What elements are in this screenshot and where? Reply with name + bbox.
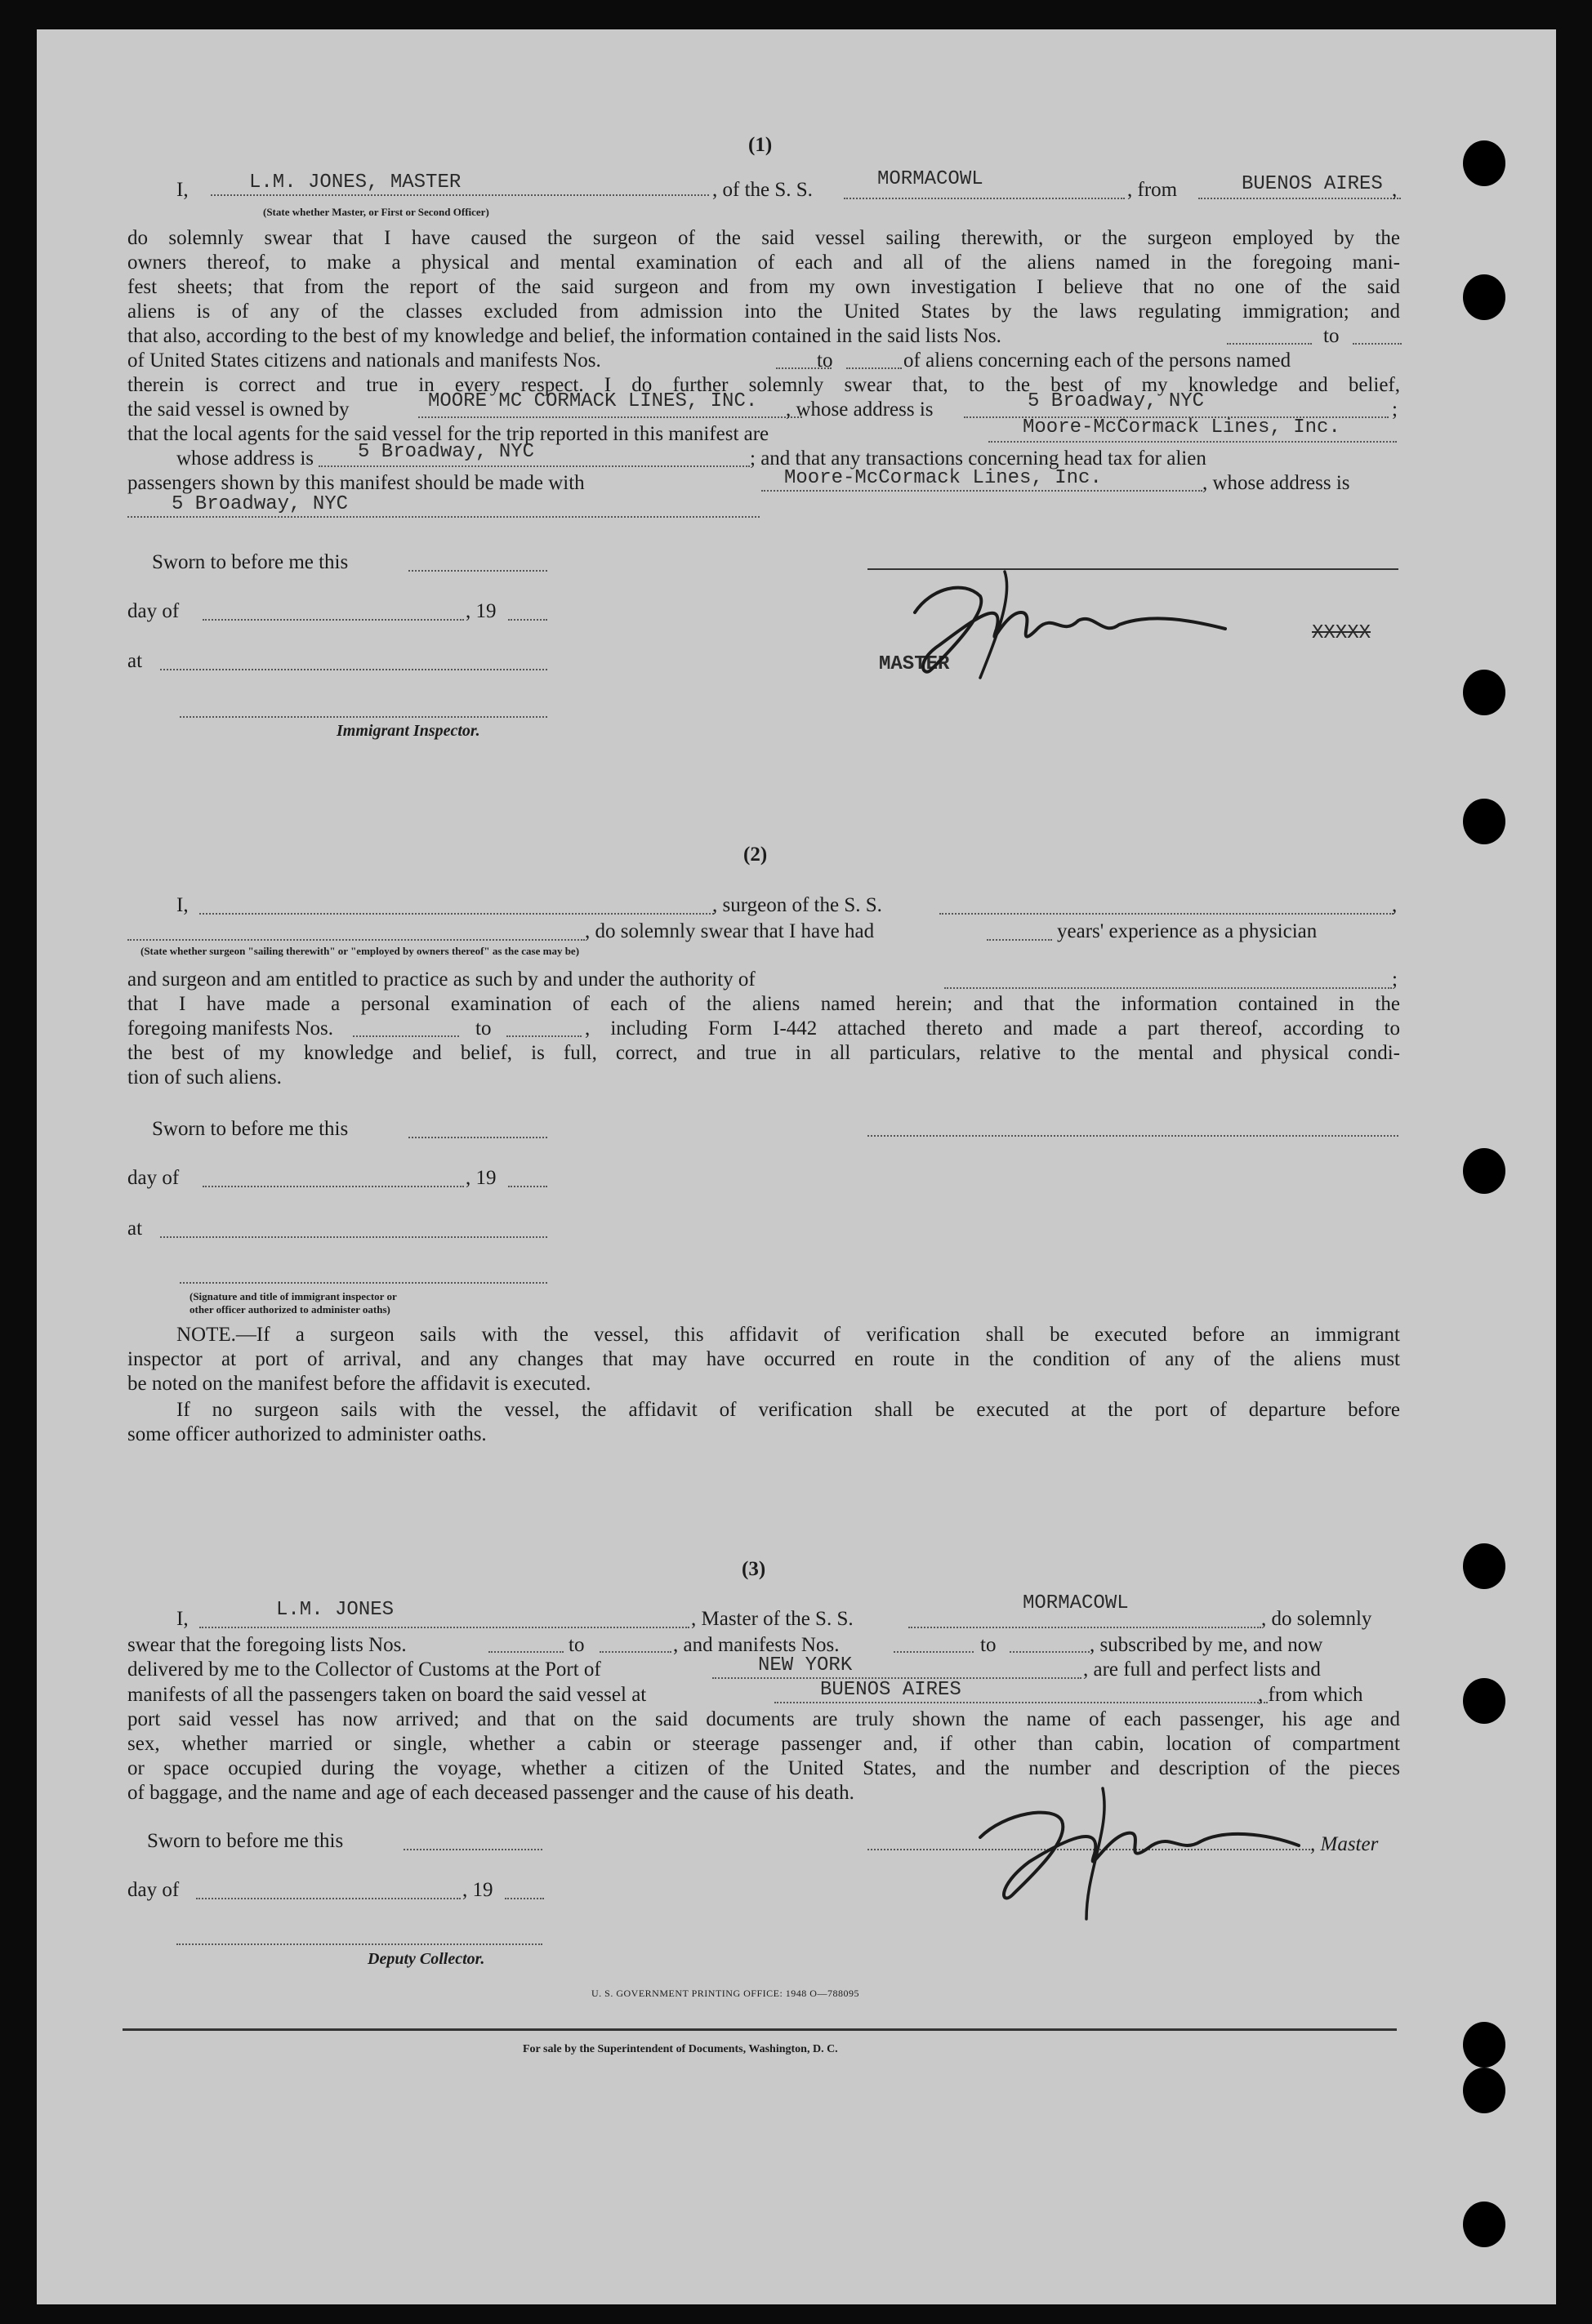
note-line-2: inspector at port of arrival, and any changes that may have occurred en route in the condition of any of the aliens must: [127, 1348, 1400, 1370]
manifests-all-label: manifests of all the passengers taken on board the said vessel at: [127, 1684, 647, 1706]
section-1-line-4: aliens is of any of the classes excluded from admission into the United States by the laws regulating immigration; and: [127, 301, 1400, 323]
sworn-field-1: [408, 570, 547, 572]
punch-hole: [1463, 274, 1505, 320]
collector-signature-line: [176, 1943, 542, 1945]
punch-hole: [1463, 670, 1505, 715]
day-of-label-3: day of: [127, 1879, 180, 1901]
manifests-from-field-3: [894, 1651, 974, 1653]
examined-text: that I have made a personal examination of each of the aliens named herein; and that the information contained in the: [127, 993, 1400, 1015]
master-suffix-label: , Master: [1310, 1833, 1379, 1855]
surgeon-status-note: (State whether surgeon "sailing therewith" or "employed by owners thereof" as the case may be): [140, 945, 580, 957]
surgeon-signature-line: [867, 1135, 1398, 1137]
such-aliens-text: tion of such aliens.: [127, 1066, 282, 1089]
section-3-number: (3): [742, 1558, 766, 1580]
day-field-2: [203, 1186, 464, 1187]
punch-hole: [1463, 2202, 1505, 2247]
agents-typed: Moore-McCormack Lines, Inc.: [1023, 416, 1340, 439]
sworn-label-2: Sworn to before me this: [152, 1118, 349, 1140]
punch-hole: [1463, 1148, 1505, 1194]
and-manifests-label: , and manifests Nos.: [673, 1634, 840, 1656]
day-field-1: [203, 619, 464, 621]
no-surgeon-text: If no surgeon sails with the vessel, the affidavit of verification shall be executed at the port of departure before: [176, 1399, 1400, 1421]
port-typed-3: NEW YORK: [758, 1654, 853, 1676]
vessel-typed-3: MORMACOWL: [1023, 1592, 1129, 1614]
from-port-typed: BUENOS AIRES: [1242, 173, 1383, 195]
best-knowledge-text: the best of my knowledge and belief, is full, correct, and true in all particulars, relative to the mental and physical condi-: [127, 1042, 1400, 1064]
section-1-line-1: do solemnly swear that I have caused the surgeon of the said vessel sailing therewith, or the surgeon employed by the: [127, 227, 1400, 249]
inspector-signature-line: [180, 716, 547, 718]
full-perfect-label: , are full and perfect lists and: [1083, 1658, 1321, 1681]
footer-rule: [123, 2028, 1397, 2031]
year-field-3: [505, 1898, 544, 1899]
deputy-collector-label: Deputy Collector.: [368, 1950, 485, 1968]
to-label-3b: to: [980, 1634, 997, 1656]
aliens-concerning: of aliens concerning each of the persons named: [903, 349, 1291, 372]
section-2-intro: I,: [176, 894, 189, 916]
year-label-3: , 19: [462, 1879, 493, 1901]
master-label: MASTER: [879, 653, 950, 675]
officer-signature-line: [180, 1282, 547, 1284]
section-1-line-7: therein is correct and true in every respect. I do further solemnly swear that, to the best of my knowledge and belief,: [127, 374, 1400, 396]
year-field-1: [508, 619, 547, 621]
tax-agent-typed: Moore-McCormack Lines, Inc.: [784, 467, 1102, 489]
years-experience-label: years' experience as a physician: [1057, 920, 1318, 942]
from-port-field: [1198, 198, 1401, 199]
section-2-number: (2): [743, 844, 768, 866]
tax-address-typed: 5 Broadway, NYC: [172, 493, 349, 515]
section-3-line-1: port said vessel has now arrived; and that on the said documents are truly shown the name of each passenger, his age and: [127, 1708, 1400, 1730]
authority-field: [944, 987, 1392, 989]
officer-oaths-text: some officer authorized to administer oaths.: [127, 1423, 487, 1445]
year-field-2: [508, 1186, 547, 1187]
swear-had-label: , do solemnly swear that I have had: [585, 920, 875, 942]
to-label: to: [1323, 325, 1340, 347]
from-which-label: , from which: [1258, 1684, 1363, 1706]
master-name-field: [199, 1627, 689, 1628]
passengers-shown-text: passengers shown by this manifest should be made with: [127, 472, 585, 494]
years-field: [987, 939, 1052, 941]
manifests-to-field: [846, 367, 902, 369]
foregoing-label: foregoing manifests Nos.: [127, 1017, 334, 1040]
surgeon-name-field: [199, 913, 714, 915]
punch-hole: [1463, 1678, 1505, 1724]
lists-to-field: [1353, 343, 1402, 345]
subscribed-label: , subscribed by me, and now: [1090, 1634, 1323, 1656]
section-3-intro: I,: [176, 1608, 189, 1630]
punch-hole: [1463, 1543, 1505, 1589]
agents-field: [988, 441, 1397, 443]
authority-label: and surgeon and am entitled to practice as such by and under the authority of: [127, 968, 756, 991]
section-1-line-6: of United States citizens and nationals and manifests Nos.: [127, 349, 601, 372]
whose-address-label-2: whose address is: [176, 447, 314, 470]
section-3-line-4: of baggage, and the name and age of each deceased passenger and the cause of his death.: [127, 1782, 854, 1804]
of-the-ss-label: , of the S. S.: [712, 179, 813, 201]
year-label-2: , 19: [466, 1167, 497, 1189]
lists-from-field-3: [488, 1651, 564, 1653]
local-agents-label: that the local agents for the said vessel for the trip reported in this manifest are: [127, 423, 769, 445]
whose-address-label: , whose address is: [786, 398, 934, 421]
section-1-line-3: fest sheets; that from the report of the said surgeon and from my own investigation I believe that no one of the said: [127, 276, 1400, 298]
vessel-typed: MORMACOWL: [877, 168, 983, 190]
delivered-label: delivered by me to the Collector of Customs at the Port of: [127, 1658, 601, 1681]
officer-note: (State whether Master, or First or Second Officer): [263, 206, 489, 218]
master-of-ss-label: , Master of the S. S.: [691, 1608, 854, 1630]
manifests-to-field-3: [1010, 1651, 1090, 1653]
lists-from-field: [1227, 343, 1312, 345]
surgeon-vessel-field: [939, 913, 1394, 915]
sworn-label-3: Sworn to before me this: [147, 1830, 344, 1852]
officer-typed: L.M. JONES, MASTER: [249, 171, 462, 194]
sworn-label-1: Sworn to before me this: [152, 551, 349, 573]
at-label-1: at: [127, 650, 143, 672]
surgeon-of-label: , surgeon of the S. S.: [712, 894, 882, 916]
tax-address-field: [127, 516, 760, 518]
agents-address-typed: 5 Broadway, NYC: [358, 441, 535, 463]
at-field-1: [160, 669, 547, 670]
section-1-intro: I,: [176, 179, 189, 201]
do-solemnly-label: , do solemnly: [1261, 1608, 1372, 1630]
signature-note-2: other officer authorized to administer oaths): [190, 1303, 390, 1316]
head-tax-text: ; and that any transactions concerning head tax for alien: [750, 447, 1206, 470]
to-label-2: to: [475, 1017, 492, 1040]
including-text: , including Form I-442 attached thereto and made a part thereof, according to: [585, 1017, 1400, 1040]
sworn-field-2: [408, 1137, 547, 1138]
punch-hole: [1463, 2022, 1505, 2068]
section-1-line-2: owners thereof, to make a physical and mental examination of each and all of the aliens named in the foregoing mani-: [127, 252, 1400, 274]
from-port-typed-3: BUENOS AIRES: [820, 1679, 961, 1701]
year-label-1: , 19: [466, 600, 497, 622]
swear-lists-label: swear that the foregoing lists Nos.: [127, 1634, 407, 1656]
owner-address-typed: 5 Broadway, NYC: [1028, 390, 1205, 412]
section-1-number: (1): [748, 134, 773, 156]
from-port-field-3: [774, 1702, 1268, 1703]
signature-note-1: (Signature and title of immigrant inspector or: [190, 1290, 397, 1302]
tax-agent-field: [761, 490, 1202, 492]
section-3-line-3: or space occupied during the voyage, whether a citizen of the United States, and the number and description of the pieces: [127, 1757, 1400, 1779]
owned-by-label: the said vessel is owned by: [127, 398, 350, 421]
to-label: to: [817, 349, 833, 372]
punch-hole: [1463, 140, 1505, 186]
to-label-3a: to: [569, 1634, 585, 1656]
lists-to-field-3: [600, 1651, 671, 1653]
section-1-line-5: that also, according to the best of my knowledge and belief, the information contained in the said lists Nos.: [127, 325, 1001, 347]
punch-hole: [1463, 799, 1505, 844]
surgeon-status-field: [127, 939, 585, 941]
master-signature-1: [882, 563, 1258, 686]
immigrant-inspector-label: Immigrant Inspector.: [337, 722, 480, 740]
at-label-2: at: [127, 1218, 143, 1240]
section-3-line-2: sex, whether married or single, whether a cabin or steerage passenger and, if other than cabin, location of compartment: [127, 1733, 1400, 1755]
day-field-3: [196, 1898, 461, 1899]
agents-address-field: [319, 465, 750, 467]
note-line-1: NOTE.—If a surgeon sails with the vessel, this affidavit of verification shall be executed before an immigrant: [176, 1324, 1400, 1346]
owner-field: [418, 416, 802, 418]
day-of-label-2: day of: [127, 1167, 180, 1189]
officer-field: [211, 194, 709, 196]
from-label: , from: [1127, 179, 1178, 201]
sworn-field-3: [404, 1849, 542, 1850]
master-name-typed: L.M. JONES: [276, 1599, 395, 1621]
struck-out-title: XXXXX: [1312, 622, 1371, 644]
owner-typed: MOORE MC CORMACK LINES, INC.: [428, 390, 758, 412]
whose-address-label-3: , whose address is: [1202, 472, 1350, 494]
punch-hole: [1463, 2068, 1505, 2113]
vessel-field: [844, 198, 1125, 199]
vessel-field-3: [908, 1627, 1261, 1628]
gpo-imprint: U. S. GOVERNMENT PRINTING OFFICE: 1948 O—788095: [591, 1988, 859, 1999]
manifests-to-field-2: [506, 1035, 582, 1037]
master-signature-2: [964, 1764, 1323, 1927]
day-of-label-1: day of: [127, 600, 180, 622]
manifests-from-field-2: [353, 1035, 459, 1037]
note-line-3: be noted on the manifest before the affidavit is executed.: [127, 1373, 591, 1395]
at-field-2: [160, 1236, 547, 1238]
for-sale-note: For sale by the Superintendent of Documents, Washington, D. C.: [523, 2043, 838, 2055]
